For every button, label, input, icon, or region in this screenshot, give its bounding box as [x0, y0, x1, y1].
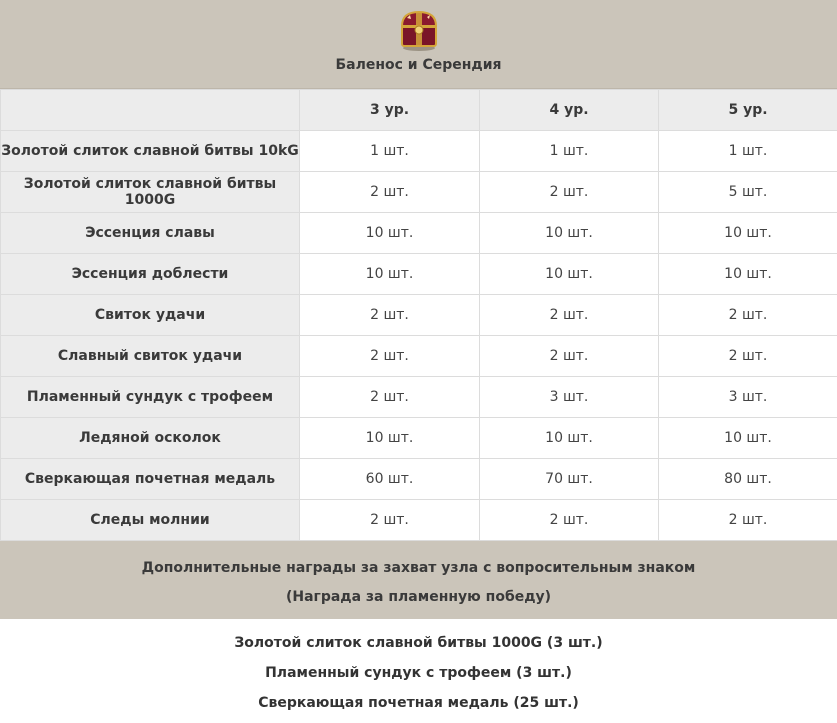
table-row [1, 295, 837, 336]
list-item: Пламенный сундук с трофеем (3 шт.) [265, 665, 572, 681]
item-name: Следы молнии [1, 500, 300, 541]
item-name: Золотой слиток славной битвы 10kG [1, 131, 300, 172]
item-name: Свиток удачи [1, 295, 300, 336]
item-name: Эссенция доблести [1, 254, 300, 295]
item-quantity: 2 шт. [300, 295, 480, 336]
item-quantity: 2 шт. [300, 377, 480, 418]
item-quantity: 10 шт. [659, 213, 837, 254]
item-quantity: 2 шт. [480, 336, 659, 377]
table-row [1, 131, 837, 172]
item-quantity: 10 шт. [300, 418, 480, 459]
extra-rewards-list [0, 619, 837, 718]
item-name: Ледяной осколок [1, 418, 300, 459]
item-quantity: 1 шт. [480, 131, 659, 172]
table-row [1, 418, 837, 459]
item-name: Пламенный сундук с трофеем [1, 377, 300, 418]
table-header-row [1, 90, 837, 131]
table-row [1, 459, 837, 500]
table-row [1, 172, 837, 213]
item-quantity: 80 шт. [659, 459, 837, 500]
item-name: Золотой слиток славной битвы 1000G [1, 172, 300, 213]
table-row [1, 336, 837, 377]
treasure-chest-icon [396, 6, 442, 52]
item-quantity: 10 шт. [480, 213, 659, 254]
rewards-table [0, 89, 837, 541]
extra-rewards-header [0, 541, 837, 619]
item-quantity: 2 шт. [659, 336, 837, 377]
region-title: Баленос и Серендия [335, 57, 502, 73]
extra-rewards-subtitle: (Награда за пламенную победу) [285, 589, 552, 605]
item-quantity: 2 шт. [480, 172, 659, 213]
table-row [1, 254, 837, 295]
table-row [1, 500, 837, 541]
item-quantity: 10 шт. [659, 418, 837, 459]
item-quantity: 60 шт. [300, 459, 480, 500]
item-quantity: 10 шт. [480, 418, 659, 459]
list-item: Сверкающая почетная медаль (25 шт.) [258, 695, 579, 711]
column-header-item [1, 90, 300, 131]
table-row [1, 377, 837, 418]
item-quantity: 3 шт. [659, 377, 837, 418]
item-quantity: 5 шт. [659, 172, 837, 213]
item-quantity: 1 шт. [659, 131, 837, 172]
item-quantity: 70 шт. [480, 459, 659, 500]
item-quantity: 10 шт. [300, 213, 480, 254]
column-header-level-3: 3 ур. [300, 90, 480, 131]
region-header [0, 0, 837, 89]
item-quantity: 1 шт. [300, 131, 480, 172]
column-header-level-5: 5 ур. [659, 90, 837, 131]
item-quantity: 10 шт. [659, 254, 837, 295]
item-quantity: 2 шт. [300, 336, 480, 377]
item-quantity: 2 шт. [480, 295, 659, 336]
item-quantity: 2 шт. [300, 500, 480, 541]
item-name: Славный свиток удачи [1, 336, 300, 377]
item-quantity: 2 шт. [480, 500, 659, 541]
list-item: Золотой слиток славной битвы 1000G (3 шт.) [234, 635, 603, 651]
table-row [1, 213, 837, 254]
item-quantity: 10 шт. [480, 254, 659, 295]
item-quantity: 2 шт. [300, 172, 480, 213]
item-name: Эссенция славы [1, 213, 300, 254]
extra-rewards-title: Дополнительные награды за захват узла с вопросительным знаком [141, 560, 696, 576]
item-name: Сверкающая почетная медаль [1, 459, 300, 500]
item-quantity: 2 шт. [659, 500, 837, 541]
item-quantity: 2 шт. [659, 295, 837, 336]
item-quantity: 3 шт. [480, 377, 659, 418]
column-header-level-4: 4 ур. [480, 90, 659, 131]
item-quantity: 10 шт. [300, 254, 480, 295]
